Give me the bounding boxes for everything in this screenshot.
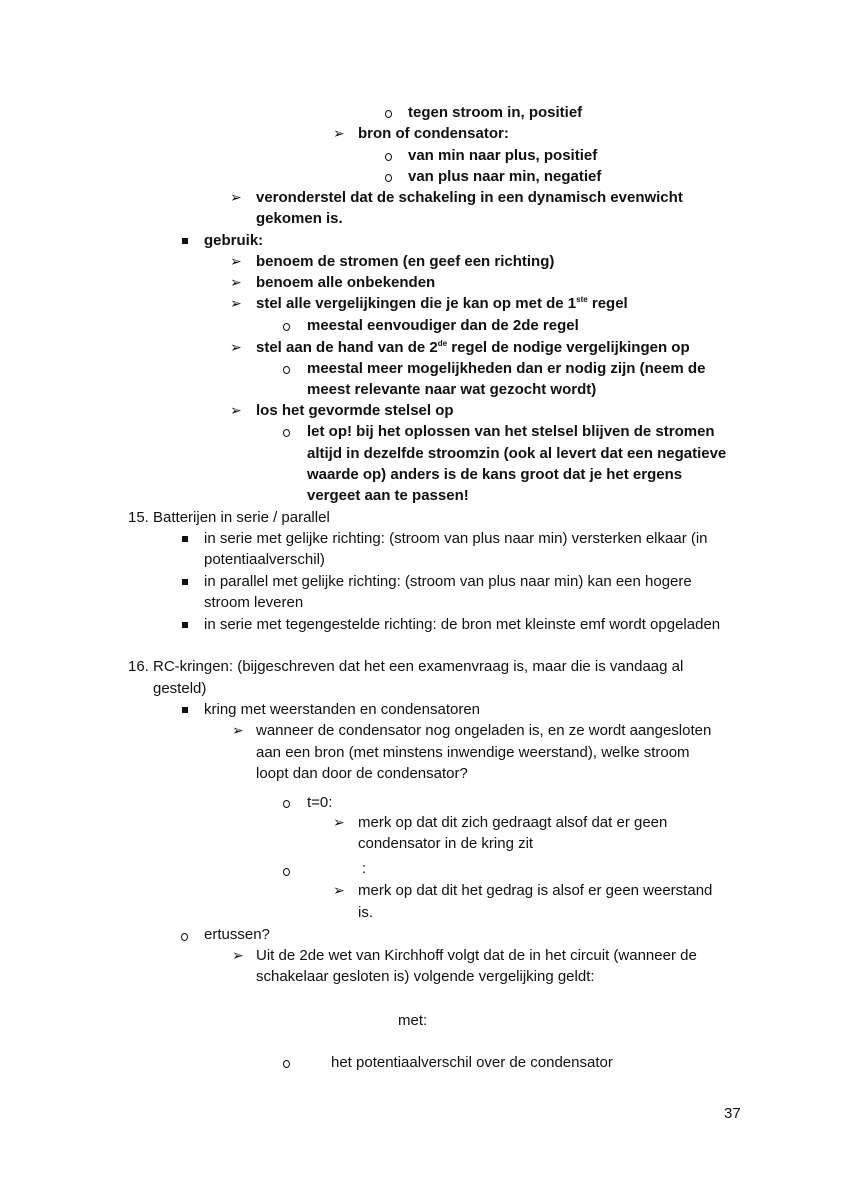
text-line: benoem de stromen (en geef een richting) bbox=[256, 253, 555, 270]
text-line: schakelaar gesloten is) volgende vergelijking geldt: bbox=[256, 968, 595, 985]
text-line: het potentiaalverschil over de condensator bbox=[331, 1054, 613, 1071]
text-line: merk op dat dit het gedrag is alsof er geen weerstand bbox=[358, 882, 713, 899]
hollow-bullet-icon bbox=[385, 174, 392, 182]
text-segment: regel bbox=[587, 295, 628, 312]
text-line: gesteld) bbox=[153, 680, 207, 697]
text-line: wanneer de condensator nog ongeladen is, en ze wordt aangesloten bbox=[256, 722, 712, 739]
superscript: ste bbox=[576, 295, 588, 304]
square-bullet-icon bbox=[182, 707, 188, 713]
text-line: meestal meer mogelijkheden dan er nodig zijn (neem de bbox=[307, 360, 706, 377]
text-segment: regel de nodige vergelijkingen op bbox=[447, 339, 690, 356]
text-line: let op! bij het oplossen van het stelsel blijven de stromen bbox=[307, 423, 715, 440]
text-line: van min naar plus, positief bbox=[408, 147, 598, 164]
square-bullet-icon bbox=[182, 622, 188, 628]
hollow-bullet-icon bbox=[283, 323, 290, 331]
text-line: ertussen? bbox=[204, 926, 270, 943]
hollow-bullet-icon bbox=[181, 933, 188, 941]
text-line: kring met weerstanden en condensatoren bbox=[204, 701, 481, 718]
arrow-bullet-icon: ➢ bbox=[230, 339, 242, 355]
hollow-bullet-icon bbox=[283, 868, 290, 876]
text-line: benoem alle onbekenden bbox=[256, 274, 436, 291]
text-line: t=0: bbox=[307, 794, 333, 811]
text-line: vergeet aan te passen! bbox=[307, 487, 469, 504]
text-line: potentiaalverschil) bbox=[204, 551, 325, 568]
square-bullet-icon bbox=[182, 238, 188, 244]
text-line: veronderstel dat de schakeling in een dynamisch evenwicht bbox=[256, 189, 683, 206]
text-line: meestal eenvoudiger dan de 2de regel bbox=[307, 317, 579, 334]
hollow-bullet-icon bbox=[283, 1060, 290, 1068]
arrow-bullet-icon: ➢ bbox=[230, 274, 242, 290]
text-line: tegen stroom in, positief bbox=[408, 104, 583, 121]
hollow-bullet-icon bbox=[385, 110, 392, 118]
text-line: gekomen is. bbox=[256, 210, 343, 227]
arrow-bullet-icon: ➢ bbox=[232, 722, 244, 738]
hollow-bullet-icon bbox=[283, 366, 290, 374]
page-number: 37 bbox=[724, 1105, 741, 1122]
text-line: meest relevante naar wat gezocht wordt) bbox=[307, 381, 597, 398]
arrow-bullet-icon: ➢ bbox=[232, 947, 244, 963]
hollow-bullet-icon bbox=[385, 153, 392, 161]
section-heading: 15. Batterijen in serie / parallel bbox=[128, 509, 330, 526]
text-line: condensator in de kring zit bbox=[358, 835, 534, 852]
arrow-bullet-icon: ➢ bbox=[230, 295, 242, 311]
text-line: bron of condensator: bbox=[358, 125, 509, 142]
text-line bbox=[256, 293, 628, 314]
text-line: Uit de 2de wet van Kirchhoff volgt dat de in het circuit (wanneer de bbox=[256, 947, 697, 964]
arrow-bullet-icon: ➢ bbox=[333, 814, 345, 830]
text-line: in parallel met gelijke richting: (stroom van plus naar min) kan een hogere bbox=[204, 573, 692, 590]
arrow-bullet-icon: ➢ bbox=[230, 189, 242, 205]
text-line: is. bbox=[358, 904, 373, 921]
text-segment: stel aan de hand van de 2 bbox=[256, 339, 438, 356]
arrow-bullet-icon: ➢ bbox=[333, 125, 345, 141]
hollow-bullet-icon bbox=[283, 800, 290, 808]
text-line: gebruik: bbox=[204, 232, 264, 249]
text-line: waarde op) anders is de kans groot dat je het ergens bbox=[307, 466, 683, 483]
text-segment: stel alle vergelijkingen die je kan op met de 1 bbox=[256, 295, 577, 312]
text-line: : bbox=[362, 860, 367, 877]
text-line: loopt dan door de condensator? bbox=[256, 765, 468, 782]
square-bullet-icon bbox=[182, 579, 188, 585]
square-bullet-icon bbox=[182, 536, 188, 542]
hollow-bullet-icon bbox=[283, 429, 290, 437]
text-line: merk op dat dit zich gedraagt alsof dat er geen bbox=[358, 814, 668, 831]
text-line: aan een bron (met minstens inwendige weerstand), welke stroom bbox=[256, 744, 690, 761]
arrow-bullet-icon: ➢ bbox=[230, 253, 242, 269]
arrow-bullet-icon: ➢ bbox=[333, 882, 345, 898]
superscript: de bbox=[437, 339, 448, 348]
text-line bbox=[256, 337, 690, 358]
text-line: in serie met tegengestelde richting: de bron met kleinste emf wordt opgeladen bbox=[204, 616, 721, 633]
arrow-bullet-icon: ➢ bbox=[230, 402, 242, 418]
text-line: van plus naar min, negatief bbox=[408, 168, 602, 185]
text-line: stroom leveren bbox=[204, 594, 304, 611]
text-line: in serie met gelijke richting: (stroom van plus naar min) versterken elkaar (in bbox=[204, 530, 708, 547]
text-line: altijd in dezelfde stroomzin (ook al levert dat een negatieve bbox=[307, 445, 727, 462]
section-heading: 16. RC-kringen: (bijgeschreven dat het een examenvraag is, maar die is vandaag al bbox=[128, 658, 684, 675]
text-line: los het gevormde stelsel op bbox=[256, 402, 454, 419]
text-line: met: bbox=[398, 1012, 428, 1029]
